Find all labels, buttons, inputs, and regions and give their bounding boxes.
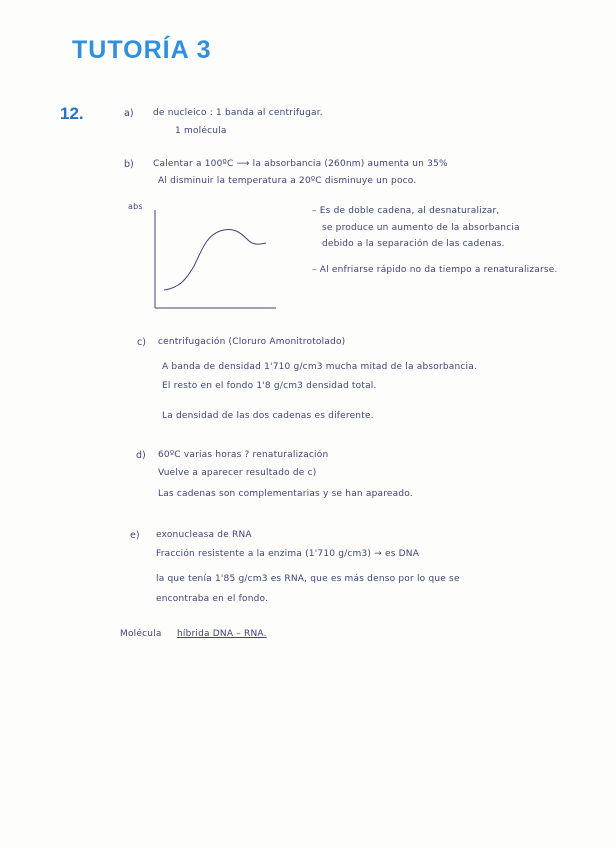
part-e-line-3: la que tenía 1'85 g/cm3 es RNA, que es más denso por lo que se: [156, 574, 460, 584]
conclusion-prefix: Molécula: [120, 629, 162, 639]
part-e-label: e): [130, 530, 140, 541]
part-b-note-1-line-1: – Es de doble cadena, al desnaturalizar,: [312, 206, 500, 216]
part-b-note-1-line-3: debido a la separación de las cadenas.: [322, 239, 505, 249]
part-d-label: d): [136, 450, 146, 461]
part-c-line-1: centrifugación (Cloruro Amonitrotolado): [158, 337, 346, 347]
part-b-line-1: Calentar a 100ºC ⟶ la absorbancia (260nm) aumenta un 35%: [153, 159, 448, 169]
part-b-line-2: Al disminuir la temperatura a 20ºC disminuye un poco.: [158, 176, 417, 186]
part-a-line-2: 1 molécula: [175, 126, 227, 136]
part-e-line-2: Fracción resistente a la enzima (1'710 g/cm3) → es DNA: [156, 549, 420, 559]
part-a-line-1: de nucleico : 1 banda al centrifugar.: [153, 108, 323, 118]
part-e-line-1: exonucleasa de RNA: [156, 530, 252, 540]
part-a-label: a): [124, 108, 134, 119]
absorbance-curve: [164, 229, 266, 290]
problem-number: 12.: [60, 104, 84, 123]
part-c-line-2: A banda de densidad 1'710 g/cm3 mucha mitad de la absorbancia.: [162, 362, 478, 372]
part-c-line-3: El resto en el fondo 1'8 g/cm3 densidad total.: [162, 381, 377, 391]
part-d-line-2: Vuelve a aparecer resultado de c): [158, 468, 317, 478]
part-e-line-4: encontraba en el fondo.: [156, 594, 269, 604]
part-d-line-3: Las cadenas son complementarias y se han apareado.: [158, 489, 413, 499]
absorbance-graph: [124, 198, 284, 318]
part-c-line-4: La densidad de las dos cadenas es diferente.: [162, 411, 374, 421]
part-d-line-1: 60ºC varias horas ? renaturalización: [158, 450, 329, 460]
part-b-note-2: – Al enfriarse rápido no da tiempo a renaturalizarse.: [312, 265, 558, 275]
part-c-label: c): [137, 337, 146, 348]
conclusion-value: híbrida DNA – RNA.: [177, 629, 267, 639]
part-b-label: b): [124, 159, 134, 170]
graph-axis-label: abs: [128, 202, 143, 211]
page-title: TUTORÍA 3: [72, 36, 212, 64]
part-b-note-1-line-2: se produce un aumento de la absorbancia: [322, 223, 520, 233]
